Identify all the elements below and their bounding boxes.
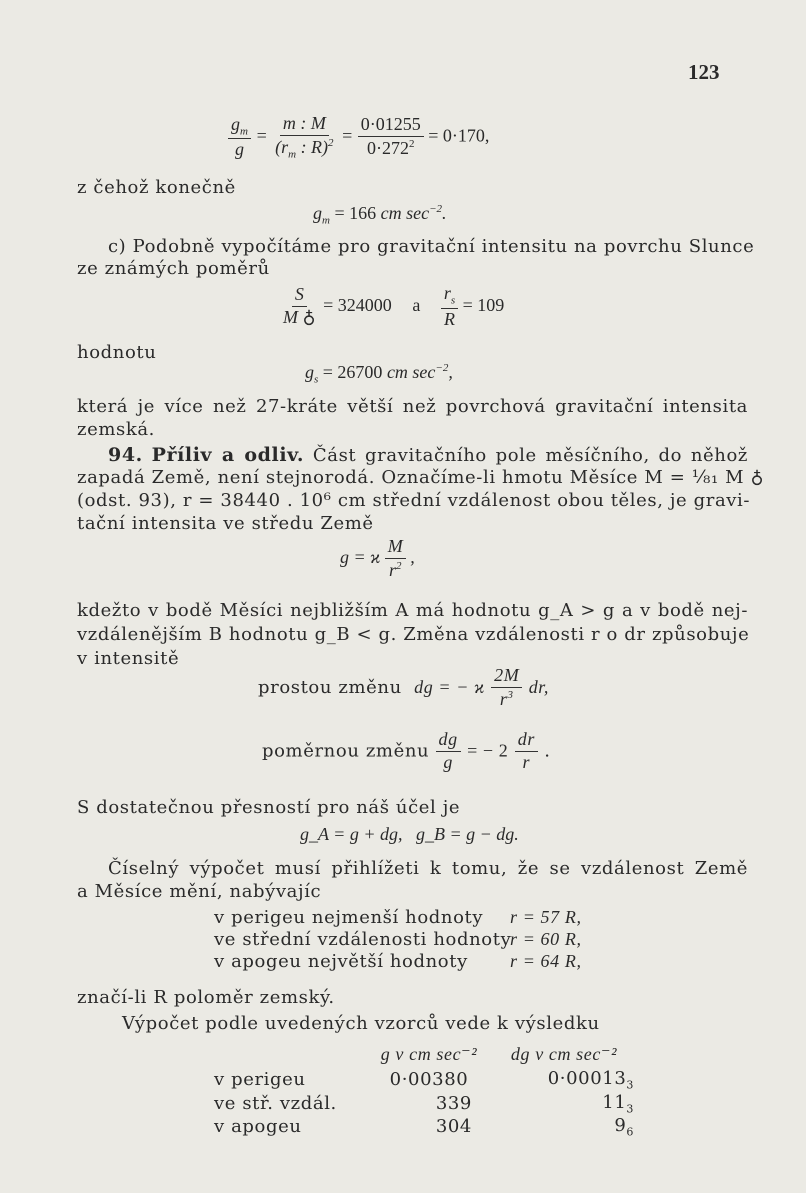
para-which-line2: zemská. [77,419,156,440]
equation-ga-gb: g_A = g + dg, g_B = g − dg. [300,824,519,844]
distances-list [214,907,624,973]
text-precision: S dostatečnou přesností pro náš účel je [77,797,461,818]
para-near-line3: v intensitě [77,648,180,669]
page-number: 123 [688,60,720,84]
equation-absolute-change: prostou změnu dg = − ϰ $\frac{2M}{r^3}$ dr, [258,665,549,709]
equation-sun-gravity: $g_s = 26700$ cm $\sec^{-2}$, [305,362,453,386]
text-value: hodnotu [77,342,157,363]
sec94-line2: zapadá Země, není stejnorodá. Označíme-li hmotu Měsíce M = ¹⁄₈₁ M ♁ [77,467,765,488]
equation-relative-change: poměrnou změnu $\frac{dg}{g}$ = − 2 $\frac{dr}{r}$ . [262,729,551,772]
equation-sun-ratios: $\frac{S}{M ♁}$ = 324000 a $\frac{r_s}{R}$ = 109 [283,283,505,329]
table-row: v perigeu 0·00380 $0\cdot 00013_3$ [214,1068,634,1092]
table-row: v apogeu 304 $9_6$ [214,1115,634,1139]
text-result: Výpočet podle uvedených vzorců vede k výsledku [122,1013,600,1034]
list-item: ve střední vzdálenosti hodnoty r = 60 R, [214,929,582,950]
text-whence-finally: z čehož konečně [77,177,236,198]
equation-earth-centre-gravity: g = ϰ $\frac{M}{r^2}$ , [340,536,415,580]
results-table [214,1040,634,1139]
list-item: v perigeu nejmenší hodnoty r = 57 R, [214,907,582,928]
table-header-row: g v cm sec⁻² dg v cm sec⁻² [380,1043,618,1064]
sec94-line1: 94. Příliv a odliv. Část gravitačního pole měsíčního, do něhož [108,444,748,466]
para-near-line1: kdežto v bodě Měsíci nejbližším A má hodnotu g_A > g a v bodě nej- [77,600,748,621]
sec94-title: Příliv a odliv. [151,444,305,466]
para-numeric-line2: a Měsíce mění, nabývajíc [77,881,322,902]
equation-gravity-ratio-moon: $\frac{g_m}{g}$ = $\frac{m : M}{(r_m : R)^2}$ = $\frac{0\cdot 01255}{0\cdot 272^2}$ = 0·170, [228,114,489,160]
list-item: v apogeu největší hodnoty r = 64 R, [214,951,582,972]
para-near-line2: vzdálenějším B hodnotu g_B < g. Změna vzdálenosti r o dr způsobuje [77,624,750,645]
sec94-line4: tační intensita ve středu Země [77,513,374,534]
sec94-line3: (odst. 93), r = 38440 . 10⁶ cm střední vzdálenost obou těles, je gravi- [77,490,751,511]
table-row: ve stř. vzdál. 339 $11_3$ [214,1091,634,1116]
sec94-number: 94. [108,444,143,466]
equation-moon-gravity: $g_m = 166$ cm $\sec^{-2}$. [313,203,447,227]
para-c-line2: ze známých poměrů [77,258,270,279]
para-which-line1: která je více než 27-kráte větší než povrchová gravitační intensita [77,396,748,417]
text-radius: značí-li R poloměr zemský. [77,987,335,1008]
para-numeric-line1: Číselný výpočet musí přihlížeti k tomu, že se vzdálenost Země [108,858,748,879]
para-c-line1: c) Podobně vypočítáme pro gravitační intensitu na povrchu Slunce [108,236,755,257]
